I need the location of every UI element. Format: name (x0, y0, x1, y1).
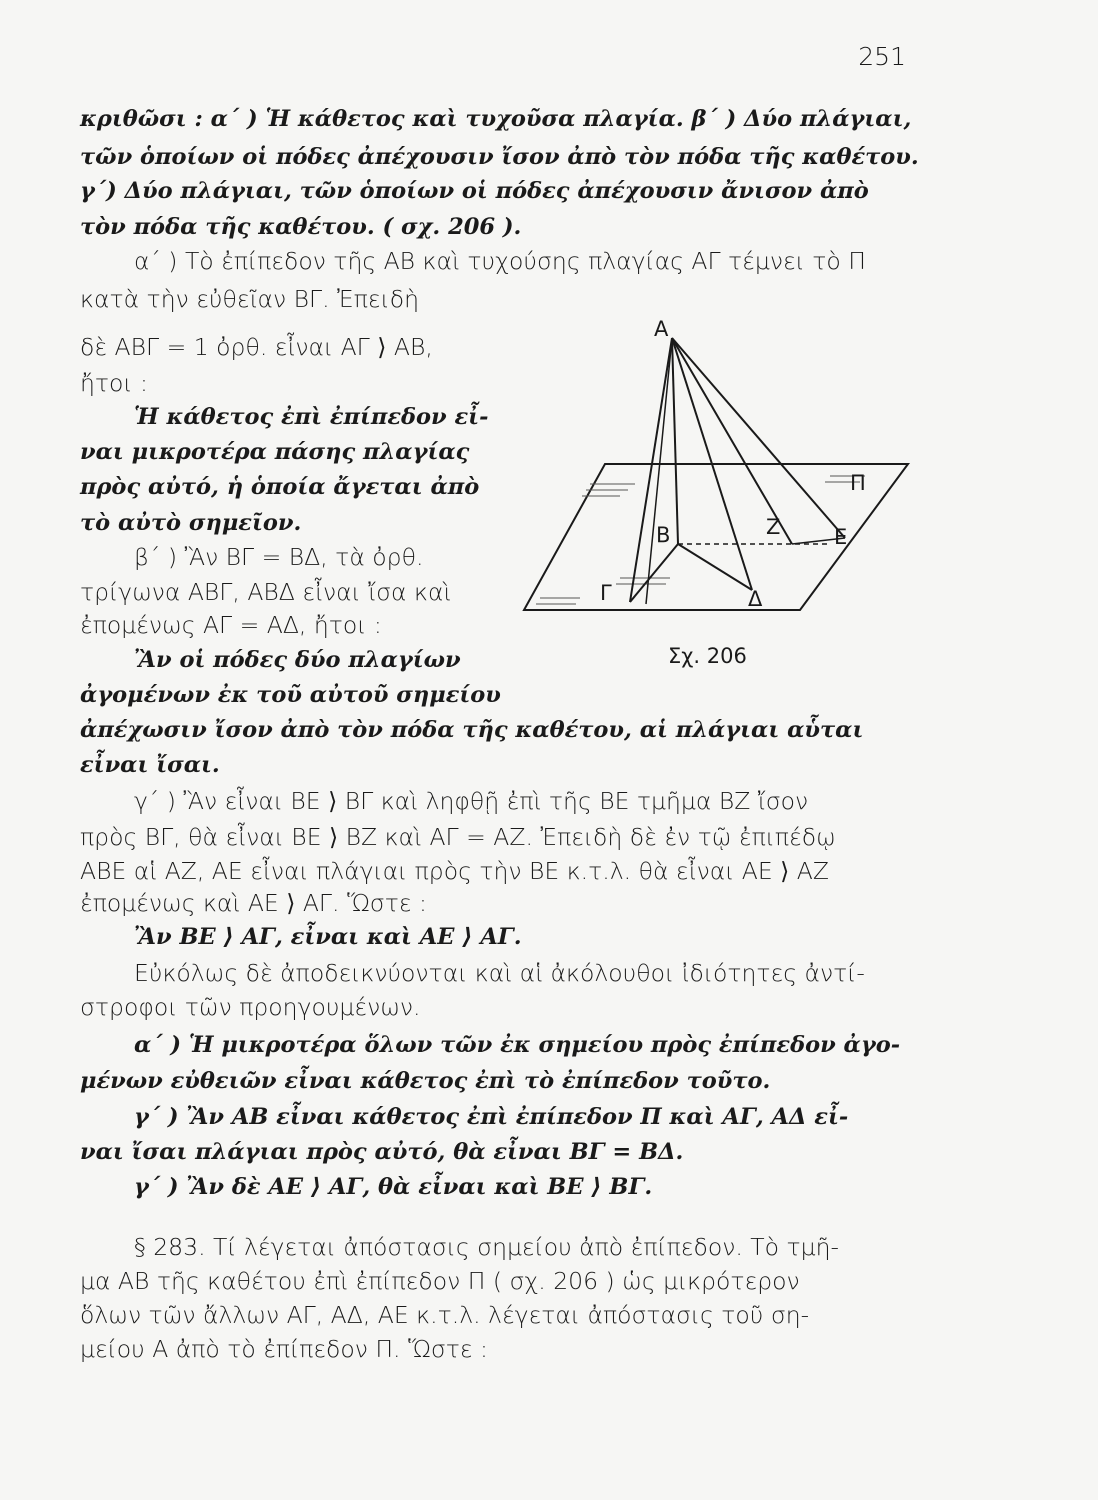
figure-206 (520, 316, 912, 626)
text-line-24: Ἂν ΒΕ ⟩ ΑΓ, εἶναι καὶ ΑΕ ⟩ ΑΓ. (134, 924, 522, 950)
text-line-33: μα ΑΒ τῆς καθέτου ἐπὶ ἐπίπεδον Π ( σχ. 206 ) ὡς μικρότερον (80, 1267, 800, 1295)
text-line-8: ἤτοι : (80, 369, 148, 397)
text-line-1: κριθῶσι : α΄ ) Ἡ κάθετος καὶ τυχοῦσα πλαγία. β΄ ) Δύο πλάγιαι, (80, 106, 912, 132)
text-line-16: Ἂν οἱ πόδες δύο πλαγίων (134, 647, 461, 673)
label-e: Ε (834, 525, 848, 549)
text-line-12: τὸ αὐτὸ σημεῖον. (80, 510, 302, 536)
text-line-31: γ΄ ) Ἂν δὲ ΑΕ ⟩ ΑΓ, θὰ εἶναι καὶ ΒΕ ⟩ ΒΓ. (134, 1174, 653, 1200)
text-line-27: α΄ ) Ἡ μικροτέρα ὅλων τῶν ἐκ σημείου πρὸς ἐπίπεδον ἀγο- (134, 1032, 901, 1058)
segment-ae (672, 338, 845, 538)
label-z: Ζ (766, 515, 781, 539)
text-line-19: εἶναι ἴσαι. (80, 752, 220, 778)
text-line-32: § 283. Τί λέγεται ἀπόστασις σημείου ἀπὸ ἐπίπεδον. Τὸ τμῆ- (134, 1233, 839, 1261)
text-line-29: γ΄ ) Ἂν ΑΒ εἶναι κάθετος ἐπὶ ἐπίπεδον Π καὶ ΑΓ, ΑΔ εἶ- (134, 1104, 849, 1130)
text-line-17: ἀγομένων ἐκ τοῦ αὐτοῦ σημείου (80, 682, 501, 708)
page-number: 251 (858, 42, 906, 71)
text-line-3: γ΄) Δύο πλάγιαι, τῶν ὁποίων οἱ πόδες ἀπέχουσιν ἄνισον ἀπὸ (80, 178, 869, 204)
text-line-13: β΄ ) Ἂν ΒΓ = ΒΔ, τὰ ὀρθ. (134, 543, 424, 571)
text-line-20: γ΄ ) Ἂν εἶναι ΒΕ ⟩ ΒΓ καὶ ληφθῇ ἐπὶ τῆς ΒΕ τμῆμα ΒΖ ἴσον (134, 787, 809, 815)
text-line-10: ναι μικροτέρα πάσης πλαγίας (80, 439, 470, 465)
text-line-35: μείου Α ἀπὸ τὸ ἐπίπεδον Π. Ὥστε : (80, 1335, 488, 1363)
text-line-23: ἐπομένως καὶ ΑΕ ⟩ ΑΓ. Ὥστε : (80, 889, 427, 917)
text-line-14: τρίγωνα ΑΒΓ, ΑΒΔ εἶναι ἴσα καὶ (80, 578, 452, 606)
text-line-4: τὸν πόδα τῆς καθέτου. ( σχ. 206 ). (80, 214, 522, 240)
label-g: Γ (600, 581, 612, 605)
text-line-18: ἀπέχωσιν ἴσον ἀπὸ τὸν πόδα τῆς καθέτου, αἱ πλάγιαι αὗται (80, 717, 864, 743)
text-line-7: δὲ ΑΒΓ = 1 ὀρθ. εἶναι ΑΓ ⟩ ΑΒ, (80, 333, 433, 361)
text-line-30: ναι ἴσαι πλάγιαι πρὸς αὐτό, θὰ εἶναι ΒΓ = ΒΔ. (80, 1139, 684, 1165)
text-line-22: ΑΒΕ αἱ ΑΖ, ΑΕ εἶναι πλάγιαι πρὸς τὴν ΒΕ κ.τ.λ. θὰ εἶναι ΑΕ ⟩ ΑΖ (80, 857, 829, 885)
text-line-25: Εὐκόλως δὲ ἀποδεικνύονται καὶ αἱ ἀκόλουθοι ἰδιότητες ἀντί- (134, 959, 865, 987)
segment-bd (678, 544, 752, 590)
text-line-5: α΄ ) Τὸ ἐπίπεδον τῆς ΑΒ καὶ τυχούσης πλαγίας ΑΓ τέμνει τὸ Π (134, 247, 866, 275)
text-line-34: ὅλων τῶν ἄλλων ΑΓ, ΑΔ, ΑΕ κ.τ.λ. λέγεται ἀπόστασις τοῦ ση- (80, 1301, 810, 1329)
text-line-9: Ἡ κάθετος ἐπὶ ἐπίπεδον εἶ- (134, 404, 489, 430)
text-line-21: πρὸς ΒΓ, θὰ εἶναι ΒΕ ⟩ ΒΖ καὶ ΑΓ = ΑΖ. Ἐπειδὴ δὲ ἐν τῷ ἐπιπέδῳ (80, 823, 836, 851)
text-line-2: τῶν ὁποίων οἱ πόδες ἀπέχουσιν ἴσον ἀπὸ τὸν πόδα τῆς καθέτου. (80, 144, 919, 170)
text-line-6: κατὰ τὴν εὐθεῖαν ΒΓ. Ἐπειδὴ (80, 285, 419, 313)
segment-ag (630, 338, 672, 602)
text-line-15: ἐπομένως ΑΓ = ΑΔ, ἤτοι : (80, 611, 382, 639)
label-d: Δ (748, 587, 763, 611)
label-pi: Π (850, 471, 866, 495)
text-line-11: πρὸς αὐτό, ἡ ὁποία ἄγεται ἀπὸ (80, 474, 480, 500)
segment-ab (672, 338, 678, 544)
text-line-26: στροφοι τῶν προηγουμένων. (80, 993, 421, 1021)
label-b: Β (656, 523, 671, 547)
segment-az (672, 338, 792, 544)
plane-hatching (536, 476, 865, 604)
figure-caption: Σχ. 206 (668, 644, 747, 668)
label-a: Α (654, 317, 669, 341)
text-line-28: μένων εὐθειῶν εἶναι κάθετος ἐπὶ τὸ ἐπίπεδον τοῦτο. (80, 1068, 771, 1094)
